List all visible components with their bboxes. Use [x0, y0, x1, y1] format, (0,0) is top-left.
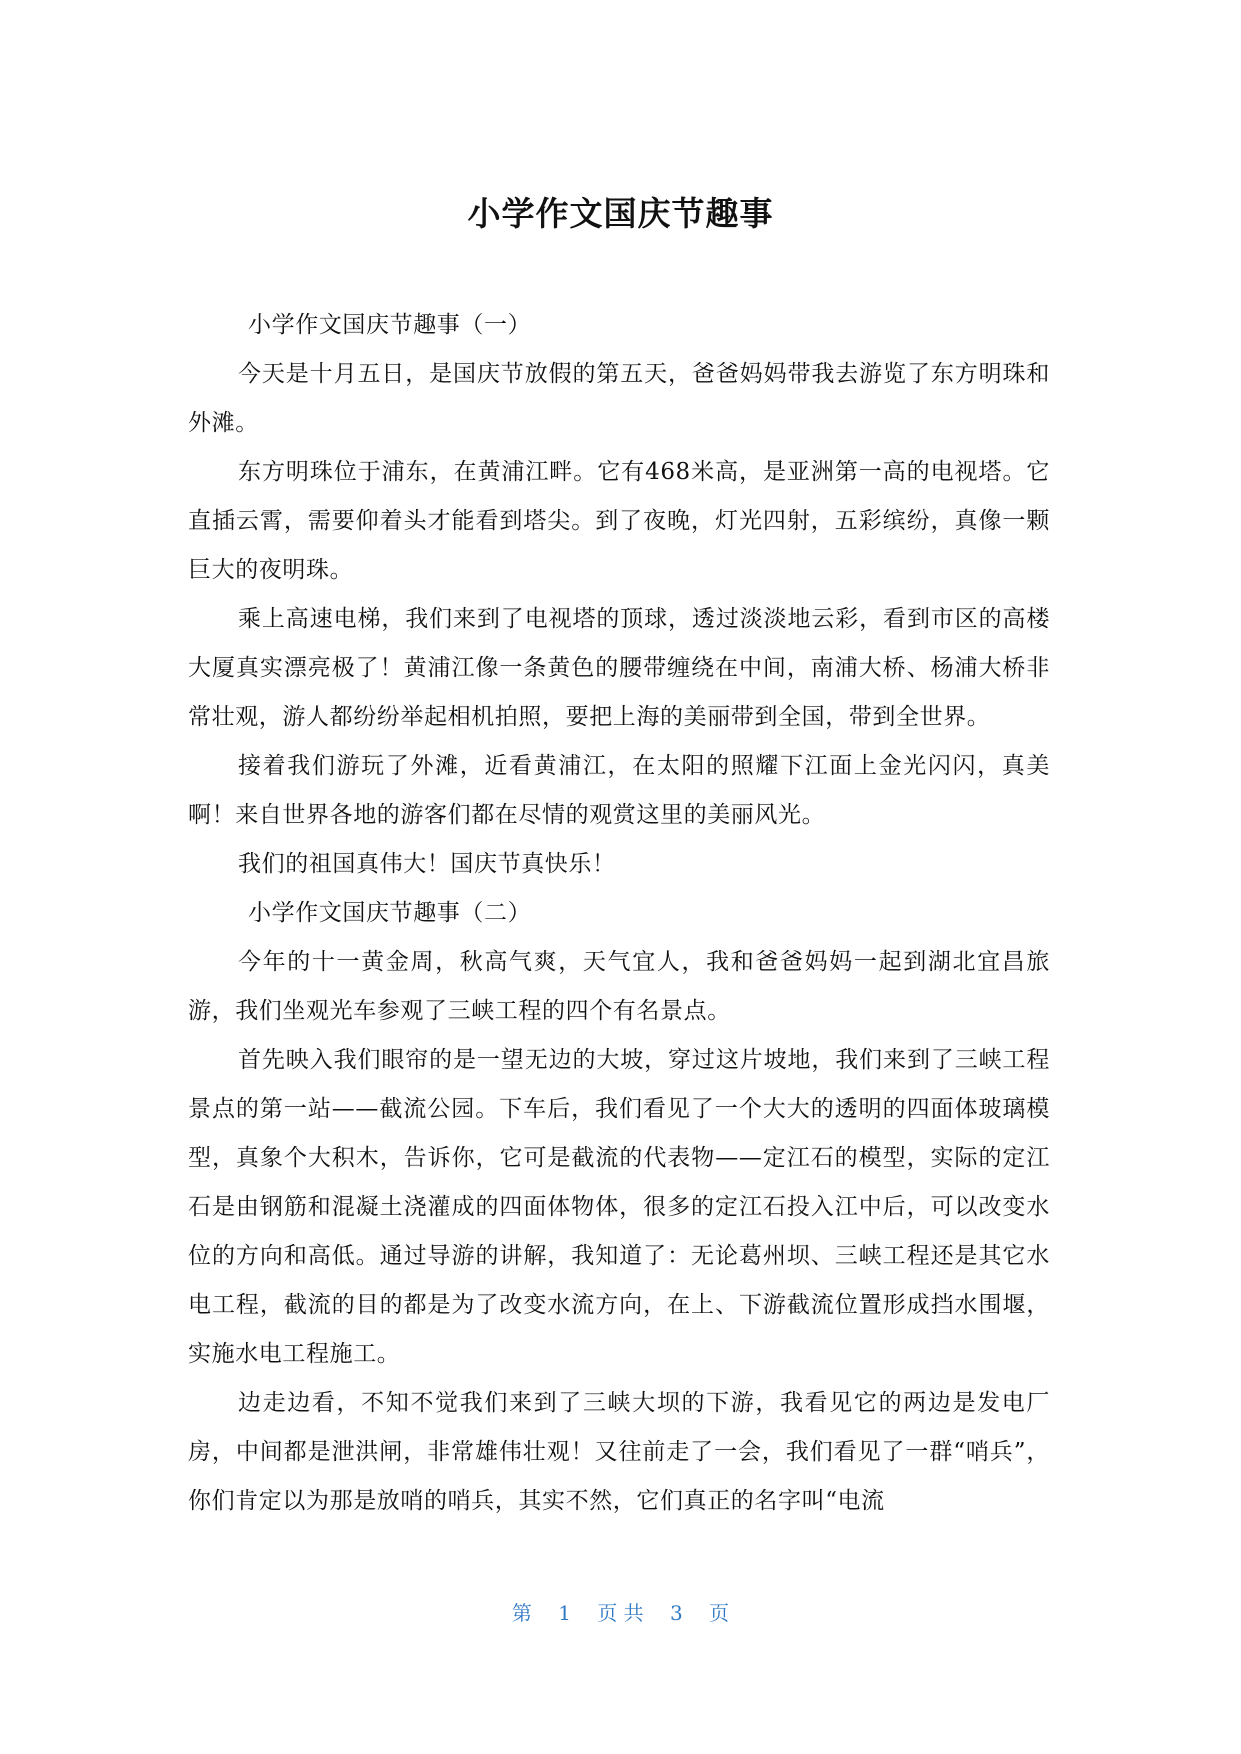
section-subtitle: 小学作文国庆节趣事（二）	[248, 900, 532, 926]
page-footer	[0, 1597, 1241, 1626]
paragraph: 我们的祖国真伟大！国庆节真快乐！	[238, 851, 616, 877]
section-subtitle: 小学作文国庆节趣事（一）	[248, 312, 532, 338]
document-body	[188, 301, 1050, 1526]
footer-label-end: 页	[709, 1601, 730, 1625]
footer-current-page: 1	[558, 1601, 571, 1625]
paragraph: 接着我们游玩了外滩，近看黄浦江，在太阳的照耀下江面上金光闪闪，真美啊！来自世界各地的游客们都在尽情的观赏这里的美丽风光。	[188, 753, 1050, 828]
paragraph: 今天是十月五日，是国庆节放假的第五天，爸爸妈妈带我去游览了东方明珠和外滩。	[188, 361, 1050, 436]
footer-label-page: 第	[511, 1601, 532, 1625]
paragraph: 今年的十一黄金周，秋高气爽，天气宜人，我和爸爸妈妈一起到湖北宜昌旅游，我们坐观光车参观了三峡工程的四个有名景点。	[188, 949, 1050, 1024]
paragraph: 首先映入我们眼帘的是一望无边的大坡，穿过这片坡地，我们来到了三峡工程景点的第一站——截流公园。下车后，我们看见了一个大大的透明的四面体玻璃模型，真象个大积木，告诉你，它可是截流的代表物——定江石的模型，实际的定江石是由钢筋和混凝土浇灌成的四面体物体，很多的定江石投入江中后，可以改变水位的方向和高低。通过导游的讲解，我知道了：无论葛州坝、三峡工程还是其它水电工程，截流的目的都是为了改变水流方向，在上、下游截流位置形成挡水围堰，实施水电工程施工。	[188, 1047, 1050, 1367]
paragraph: 乘上高速电梯，我们来到了电视塔的顶球，透过淡淡地云彩，看到市区的高楼大厦真实漂亮极了！黄浦江像一条黄色的腰带缠绕在中间，南浦大桥、杨浦大桥非常壮观，游人都纷纷举起相机拍照，要把上海的美丽带到全国，带到全世界。	[188, 606, 1050, 730]
paragraph: 东方明珠位于浦东，在黄浦江畔。它有468米高，是亚洲第一高的电视塔。它直插云霄，需要仰着头才能看到塔尖。到了夜晚，灯光四射，五彩缤纷，真像一颗巨大的夜明珠。	[188, 459, 1050, 583]
paragraph: 边走边看，不知不觉我们来到了三峡大坝的下游，我看见它的两边是发电厂房，中间都是泄洪闸，非常雄伟壮观！又往前走了一会，我们看见了一群“哨兵”，你们肯定以为那是放哨的哨兵，其实不然，它们真正的名字叫“电流	[188, 1390, 1050, 1514]
footer-label-total: 页 共	[597, 1601, 644, 1625]
footer-total-pages: 3	[670, 1601, 683, 1625]
document-title: 小学作文国庆节趣事	[467, 194, 774, 233]
